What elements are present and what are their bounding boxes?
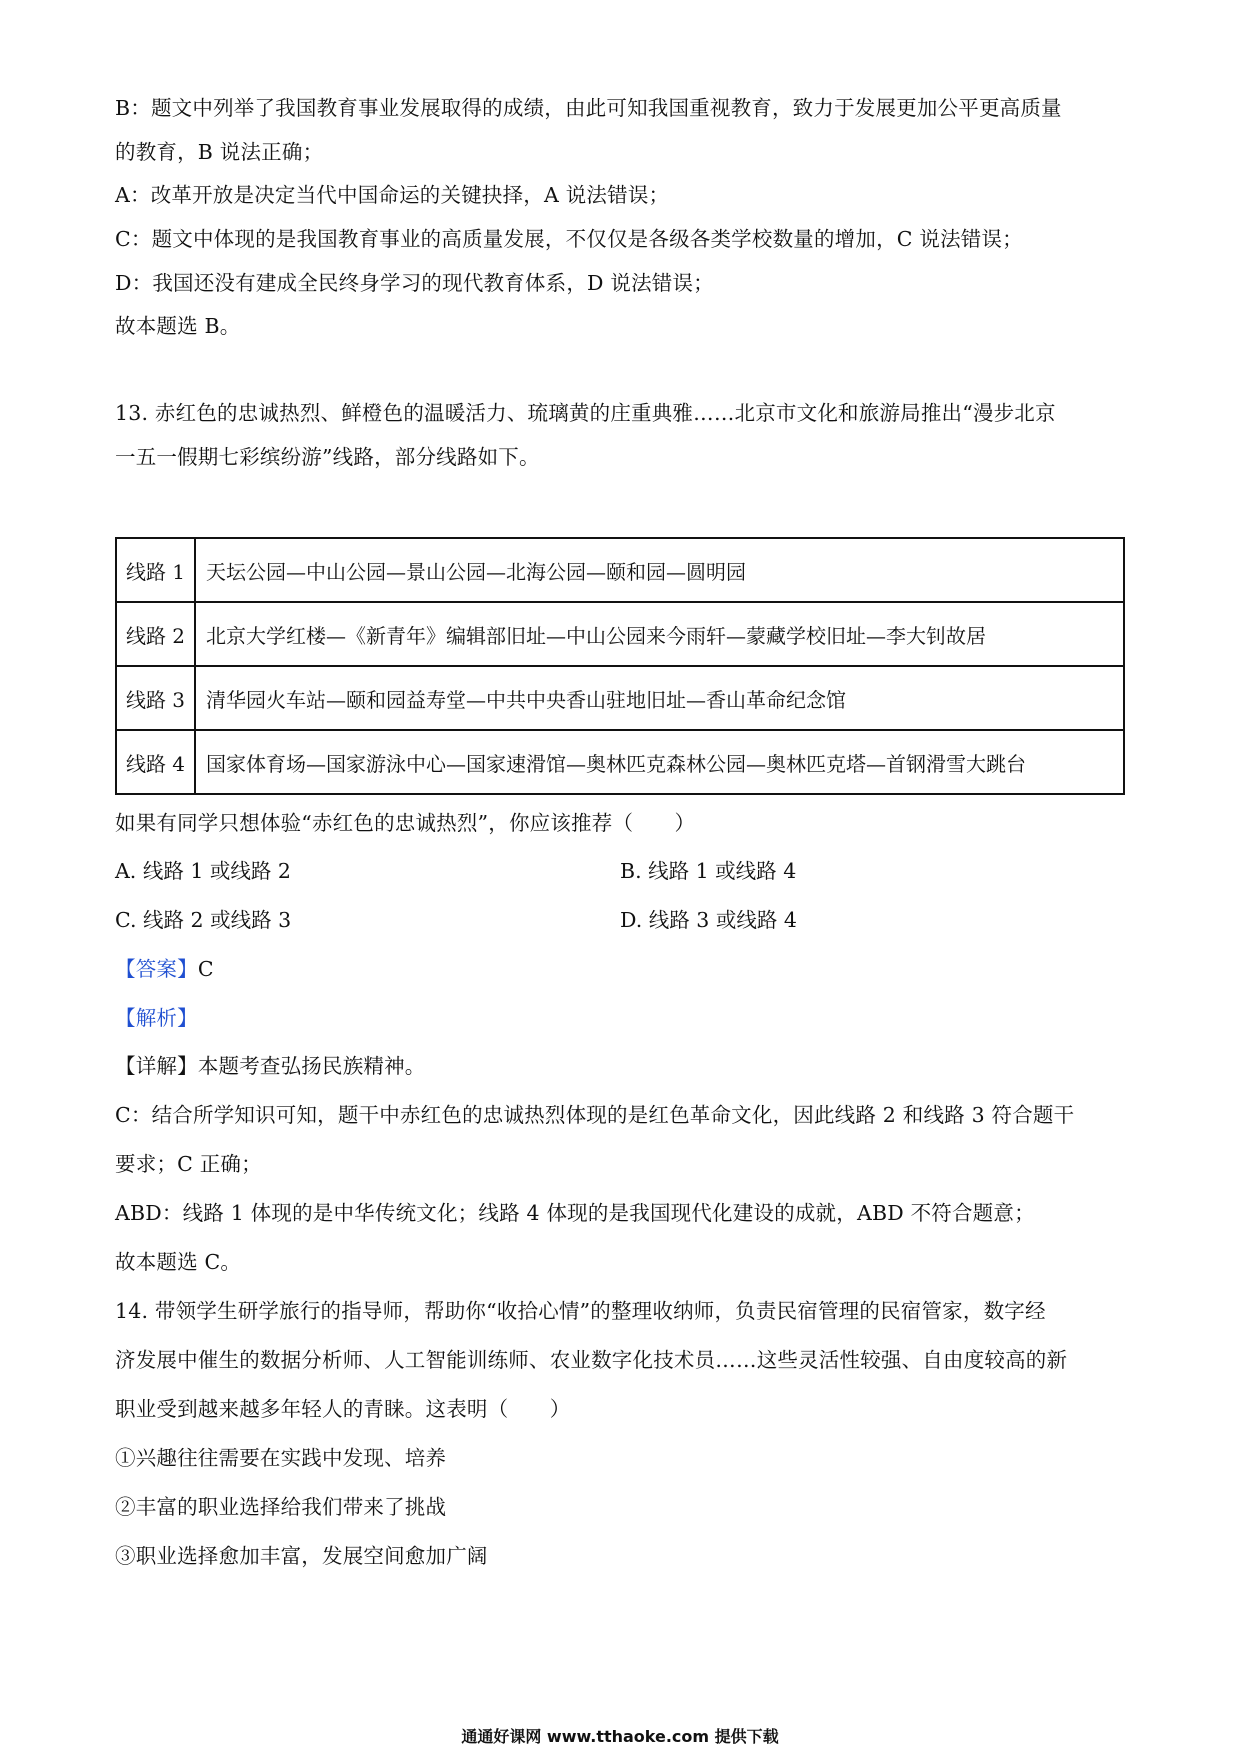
q14-stem-line2: 济发展中催生的数据分析师、人工智能训练师、农业数字化技术员……这些灵活性较强、自由度较高的新 <box>115 1348 1068 1372</box>
table-row <box>116 666 1124 730</box>
q13-explanation-line3: ABD：线路 1 体现的是中华传统文化；线路 4 体现的是我国现代化建设的成就，ABD 不符合题意； <box>115 1201 1035 1225</box>
prev-explanation-a: A：改革开放是决定当代中国命运的关键抉择，A 说法错误； <box>115 183 670 207</box>
routes-table <box>115 537 1125 795</box>
q13-stem-line1: 13. 赤红色的忠诚热烈、鲜橙色的温暖活力、琉璃黄的庄重典雅……北京市文化和旅游局推出“漫步北京 <box>115 401 1056 425</box>
answer-tag: 【答案】 <box>115 957 198 981</box>
route-name: 线路 3 <box>116 666 195 730</box>
prev-explanation-b-line2: 的教育，B 说法正确； <box>115 140 324 164</box>
option-a: A. 线路 1 或线路 2 <box>115 859 291 883</box>
detail-text: 本题考查弘扬民族精神。 <box>197 1054 426 1078</box>
option-d: D. 线路 3 或线路 4 <box>620 908 797 932</box>
option-c: C. 线路 2 或线路 3 <box>115 908 292 932</box>
detail-tag: 【详解】 <box>115 1054 198 1078</box>
q14-item-2: ②丰富的职业选择给我们带来了挑战 <box>115 1495 447 1519</box>
route-stops: 天坛公园—中山公园—景山公园—北海公园—颐和园—圆明园 <box>195 538 1124 602</box>
route-name: 线路 1 <box>116 538 195 602</box>
route-name: 线路 4 <box>116 730 195 794</box>
detail-line <box>115 1051 426 1081</box>
q13-conclusion: 故本题选 C。 <box>115 1250 242 1274</box>
q14-stem-line3: 职业受到越来越多年轻人的青睐。这表明（ ） <box>115 1397 571 1421</box>
table-row <box>116 602 1124 666</box>
q13-explanation-line2: 要求；C 正确； <box>115 1152 262 1176</box>
answer-value: C <box>197 957 214 981</box>
option-b: B. 线路 1 或线路 4 <box>620 859 797 883</box>
route-stops: 北京大学红楼—《新青年》编辑部旧址—中山公园来今雨轩—蒙藏学校旧址—李大钊故居 <box>195 602 1124 666</box>
page-footer: 通通好课网 www.tthaoke.com 提供下载 <box>461 1727 779 1746</box>
q14-stem-line1: 14. 带领学生研学旅行的指导师，帮助你“收拾心情”的整理收纳师，负责民宿管理的民宿管家，数字经 <box>115 1299 1046 1323</box>
analysis-tag: 【解析】 <box>115 1006 198 1030</box>
route-stops: 国家体育场—国家游泳中心—国家速滑馆—奥林匹克森林公园—奥林匹克塔—首钢滑雪大跳台 <box>195 730 1124 794</box>
prev-explanation-c: C：题文中体现的是我国教育事业的高质量发展，不仅仅是各级各类学校数量的增加，C 说法错误； <box>115 227 1023 251</box>
q13-stem-line2: 一五一假期七彩缤纷游”线路，部分线路如下。 <box>115 445 540 469</box>
prev-explanation-d: D：我国还没有建成全民终身学习的现代教育体系，D 说法错误； <box>115 271 714 295</box>
route-stops: 清华园火车站—颐和园益寿堂—中共中央香山驻地旧址—香山革命纪念馆 <box>195 666 1124 730</box>
table-row <box>116 538 1124 602</box>
table-row <box>116 730 1124 794</box>
q14-item-1: ①兴趣往往需要在实践中发现、培养 <box>115 1446 447 1470</box>
route-name: 线路 2 <box>116 602 195 666</box>
q13-question: 如果有同学只想体验“赤红色的忠诚热烈”，你应该推荐（ ） <box>115 811 696 835</box>
answer-line <box>115 954 214 984</box>
q13-explanation-line1: C：结合所学知识可知，题干中赤红色的忠诚热烈体现的是红色革命文化，因此线路 2 和线路 3 符合题干 <box>115 1103 1075 1127</box>
prev-explanation-conclusion: 故本题选 B。 <box>115 314 241 338</box>
prev-explanation-b-line1: B：题文中列举了我国教育事业发展取得的成绩，由此可知我国重视教育，致力于发展更加公平更高质量 <box>115 96 1062 120</box>
q14-item-3: ③职业选择愈加丰富，发展空间愈加广阔 <box>115 1544 488 1568</box>
